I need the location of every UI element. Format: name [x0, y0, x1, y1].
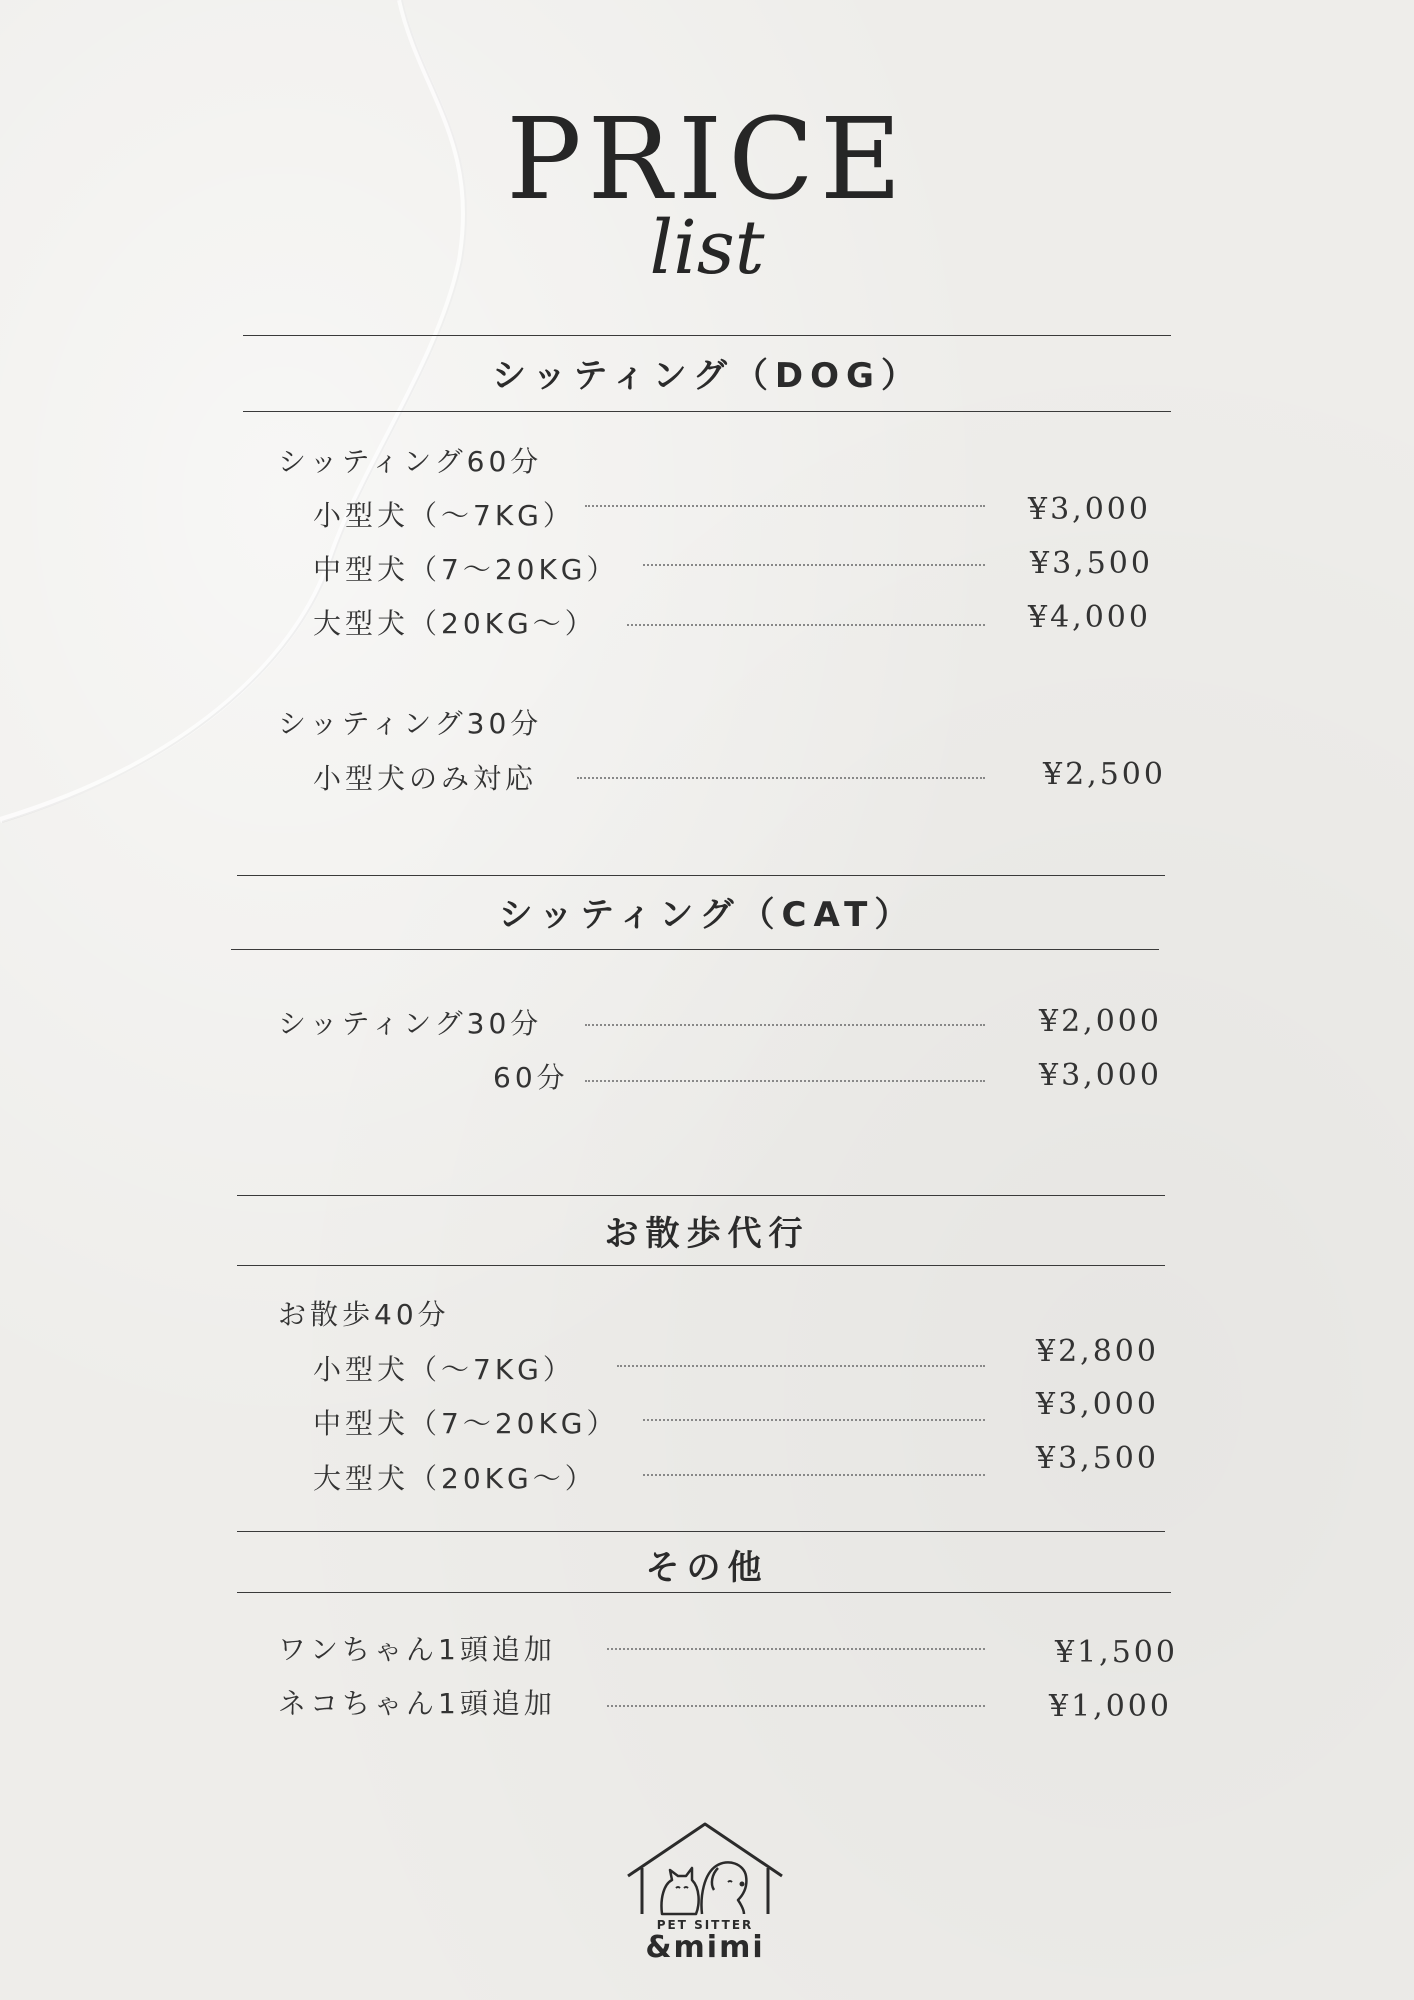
- price-value: ¥1,500: [1055, 1635, 1178, 1670]
- price-item-label: 大型犬（20KG〜）: [313, 607, 597, 640]
- dot-leader: [585, 1024, 985, 1026]
- dot-leader: [607, 1705, 985, 1707]
- dot-leader: [627, 624, 985, 626]
- price-value: ¥2,000: [1039, 1004, 1162, 1039]
- house-cat-dog-icon: [620, 1818, 790, 1928]
- dot-leader: [643, 564, 985, 566]
- section-title-other: その他: [645, 1548, 769, 1588]
- price-value: ¥3,000: [1036, 1387, 1159, 1422]
- price-value: ¥3,500: [1030, 546, 1153, 581]
- dot-leader: [585, 505, 985, 507]
- price-value: ¥3,000: [1028, 492, 1151, 527]
- dot-leader: [577, 777, 985, 779]
- price-item-label: ワンちゃん1頭追加: [278, 1633, 556, 1666]
- price-item-label: 大型犬（20KG〜）: [313, 1462, 597, 1495]
- price-item-label: シッティング30分: [278, 1007, 543, 1040]
- dot-leader: [643, 1474, 985, 1476]
- dot-leader: [617, 1365, 985, 1367]
- section-rule: [237, 1265, 1165, 1266]
- section-title-dog: シッティング（DOG）: [492, 356, 922, 396]
- dot-leader: [585, 1080, 985, 1082]
- section-rule: [237, 875, 1165, 876]
- price-value: ¥3,000: [1039, 1058, 1162, 1093]
- group-label-sitting-60: シッティング60分: [278, 445, 543, 478]
- section-rule: [243, 411, 1171, 412]
- dot-leader: [607, 1648, 985, 1650]
- price-item-label: ネコちゃん1頭追加: [278, 1687, 556, 1720]
- group-label-walk-40: お散歩40分: [278, 1298, 450, 1331]
- price-value: ¥1,000: [1049, 1689, 1172, 1724]
- price-value: ¥3,500: [1036, 1441, 1159, 1476]
- price-item-label: 小型犬のみ対応: [313, 762, 538, 795]
- section-title-walk: お散歩代行: [604, 1214, 810, 1254]
- section-title-cat: シッティング（CAT）: [498, 895, 916, 935]
- price-value: ¥2,800: [1036, 1334, 1159, 1369]
- brand-logo: [620, 1818, 790, 1968]
- page-title: PRICE: [506, 95, 908, 225]
- logo-name: &mimi: [645, 1930, 765, 1965]
- section-rule: [237, 1195, 1165, 1196]
- logo-tagline: PET SITTER: [656, 1918, 754, 1932]
- section-rule: [237, 1531, 1165, 1532]
- price-value: ¥4,000: [1028, 600, 1151, 635]
- page-subtitle: list: [649, 205, 765, 291]
- price-item-label: 60分: [493, 1061, 569, 1094]
- section-rule: [231, 949, 1159, 950]
- group-label-sitting-30: シッティング30分: [278, 707, 543, 740]
- section-rule: [243, 335, 1171, 336]
- price-item-label: 小型犬（〜7KG）: [313, 499, 575, 532]
- section-rule: [237, 1592, 1171, 1593]
- price-item-label: 小型犬（〜7KG）: [313, 1353, 575, 1386]
- price-item-label: 中型犬（7〜20KG）: [313, 553, 619, 586]
- dot-leader: [643, 1419, 985, 1421]
- price-item-label: 中型犬（7〜20KG）: [313, 1407, 619, 1440]
- price-value: ¥2,500: [1043, 757, 1166, 792]
